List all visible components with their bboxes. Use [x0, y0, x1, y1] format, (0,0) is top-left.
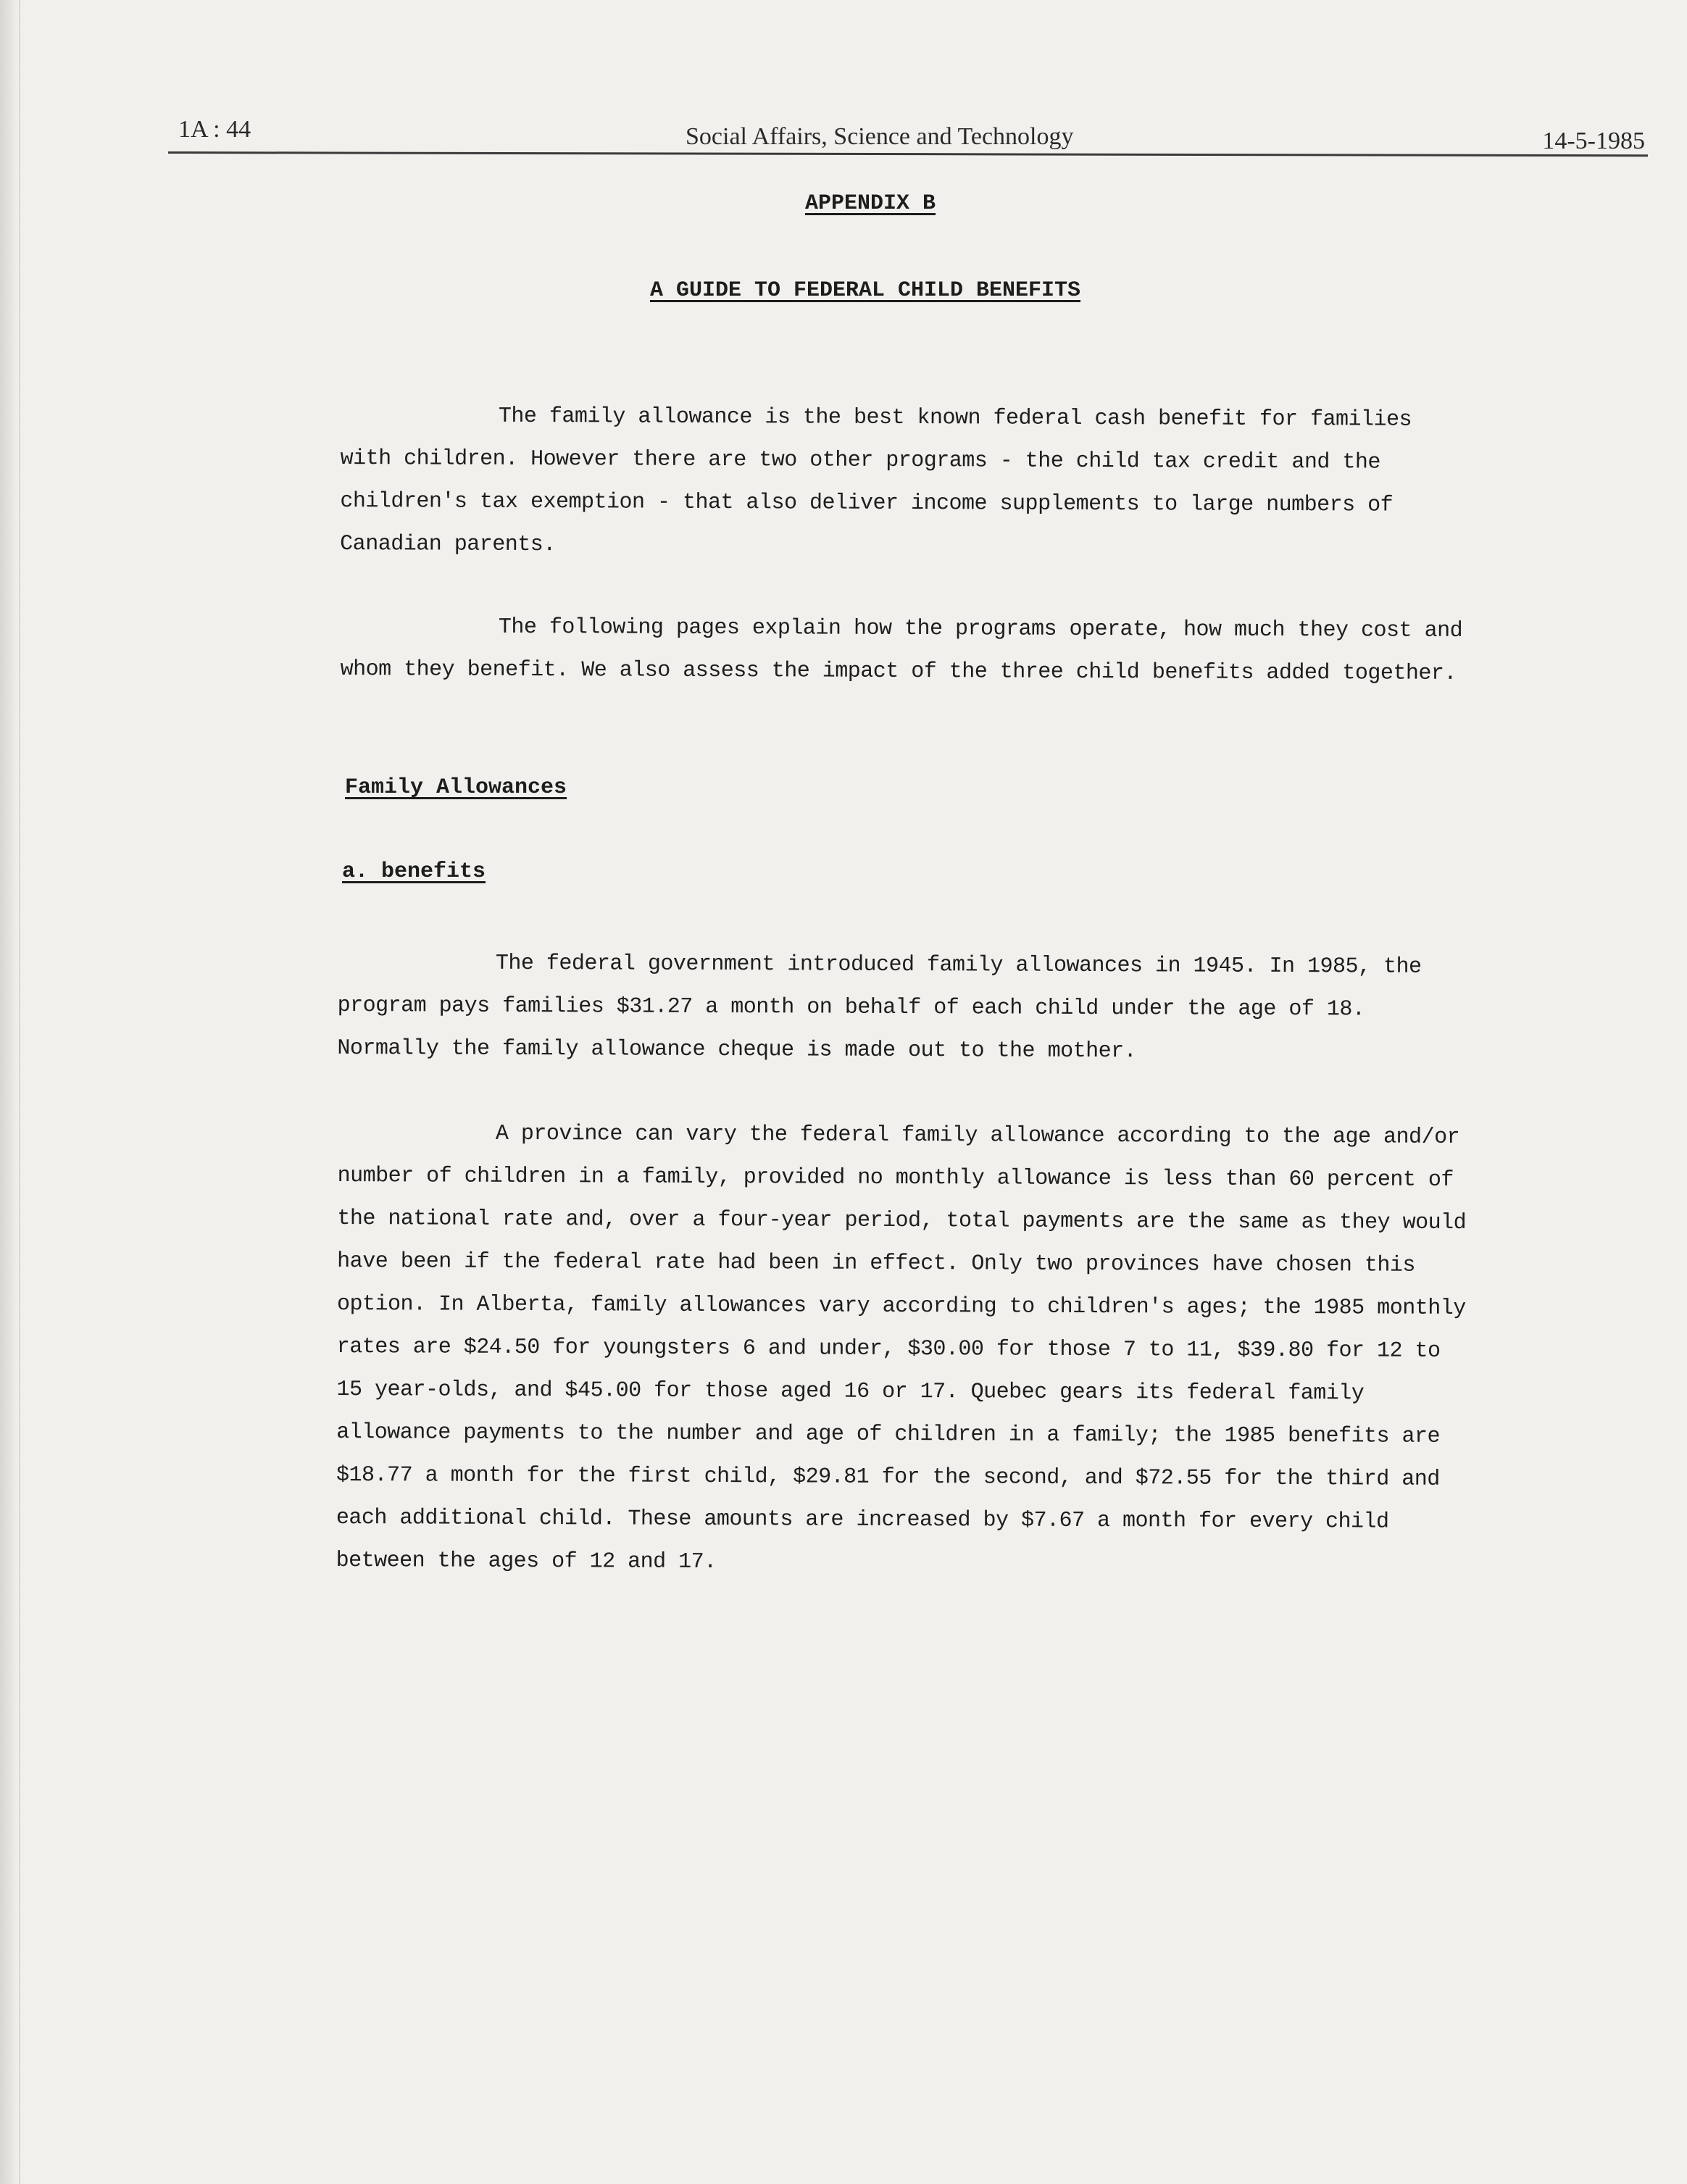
header-rule [168, 151, 1648, 157]
subsection-heading: a. benefits [342, 859, 486, 884]
page-header [178, 109, 1645, 152]
intro-paragraph: The family allowance is the best known federal cash benefit for families with children. However there are two other programs - the child tax credit and the children's tax exemption - that also deliver income supplements to large numbers of Canadian parents. [340, 404, 1412, 558]
header-date: 14-5-1985 [1542, 128, 1645, 154]
benefits-section [338, 942, 1468, 1583]
body-paragraph: A province can vary the federal family allowance according to the age and/or number of children in a family, provided no monthly allowance is less than 60 percent of the national rate and, over a four-year period, total payments are the same as they would have been if the federal rate had been in effect. Only two provinces have chosen this option. In Alberta, family allowances vary according to children's ages; the 1985 monthly rates are $24.50 for youngsters 6 and under, $30.00 for those 7 to 11, $39.80 for 12 to 15 year-olds, and $45.00 for those aged 16 or 17. Quebec gears its federal family allowance payments to the number and age of children in a family; the 1985 benefits are $18.77 a month for the first child, $29.81 for the second, and $72.55 for the third and each additional child. These amounts are increased by $7.67 a month for every child between the ages of 12 and 17. [336, 1121, 1467, 1575]
appendix-label: APPENDIX B [804, 191, 936, 216]
intro-paragraph: The following pages explain how the programs operate, how much they cost and whom they benefit. We also assess the impact of the three child benefits added together. [340, 614, 1463, 686]
section-heading: Family Allowances [345, 775, 567, 800]
page-edge-shadow [0, 0, 19, 2184]
body-paragraph: The federal government introduced family allowances in 1945. In 1985, the program pays families $31.27 a month on behalf of each child under the age of 18. Normally the family allowance cheque is made out to the mother. [337, 951, 1422, 1064]
page-edge-line [19, 0, 20, 2184]
intro-section [341, 395, 1471, 691]
document-title: A GUIDE TO FEDERAL CHILD BENEFITS [649, 278, 1081, 303]
committee-name: Social Affairs, Science and Technology [686, 123, 1074, 150]
page-number: 1A : 44 [178, 116, 251, 143]
